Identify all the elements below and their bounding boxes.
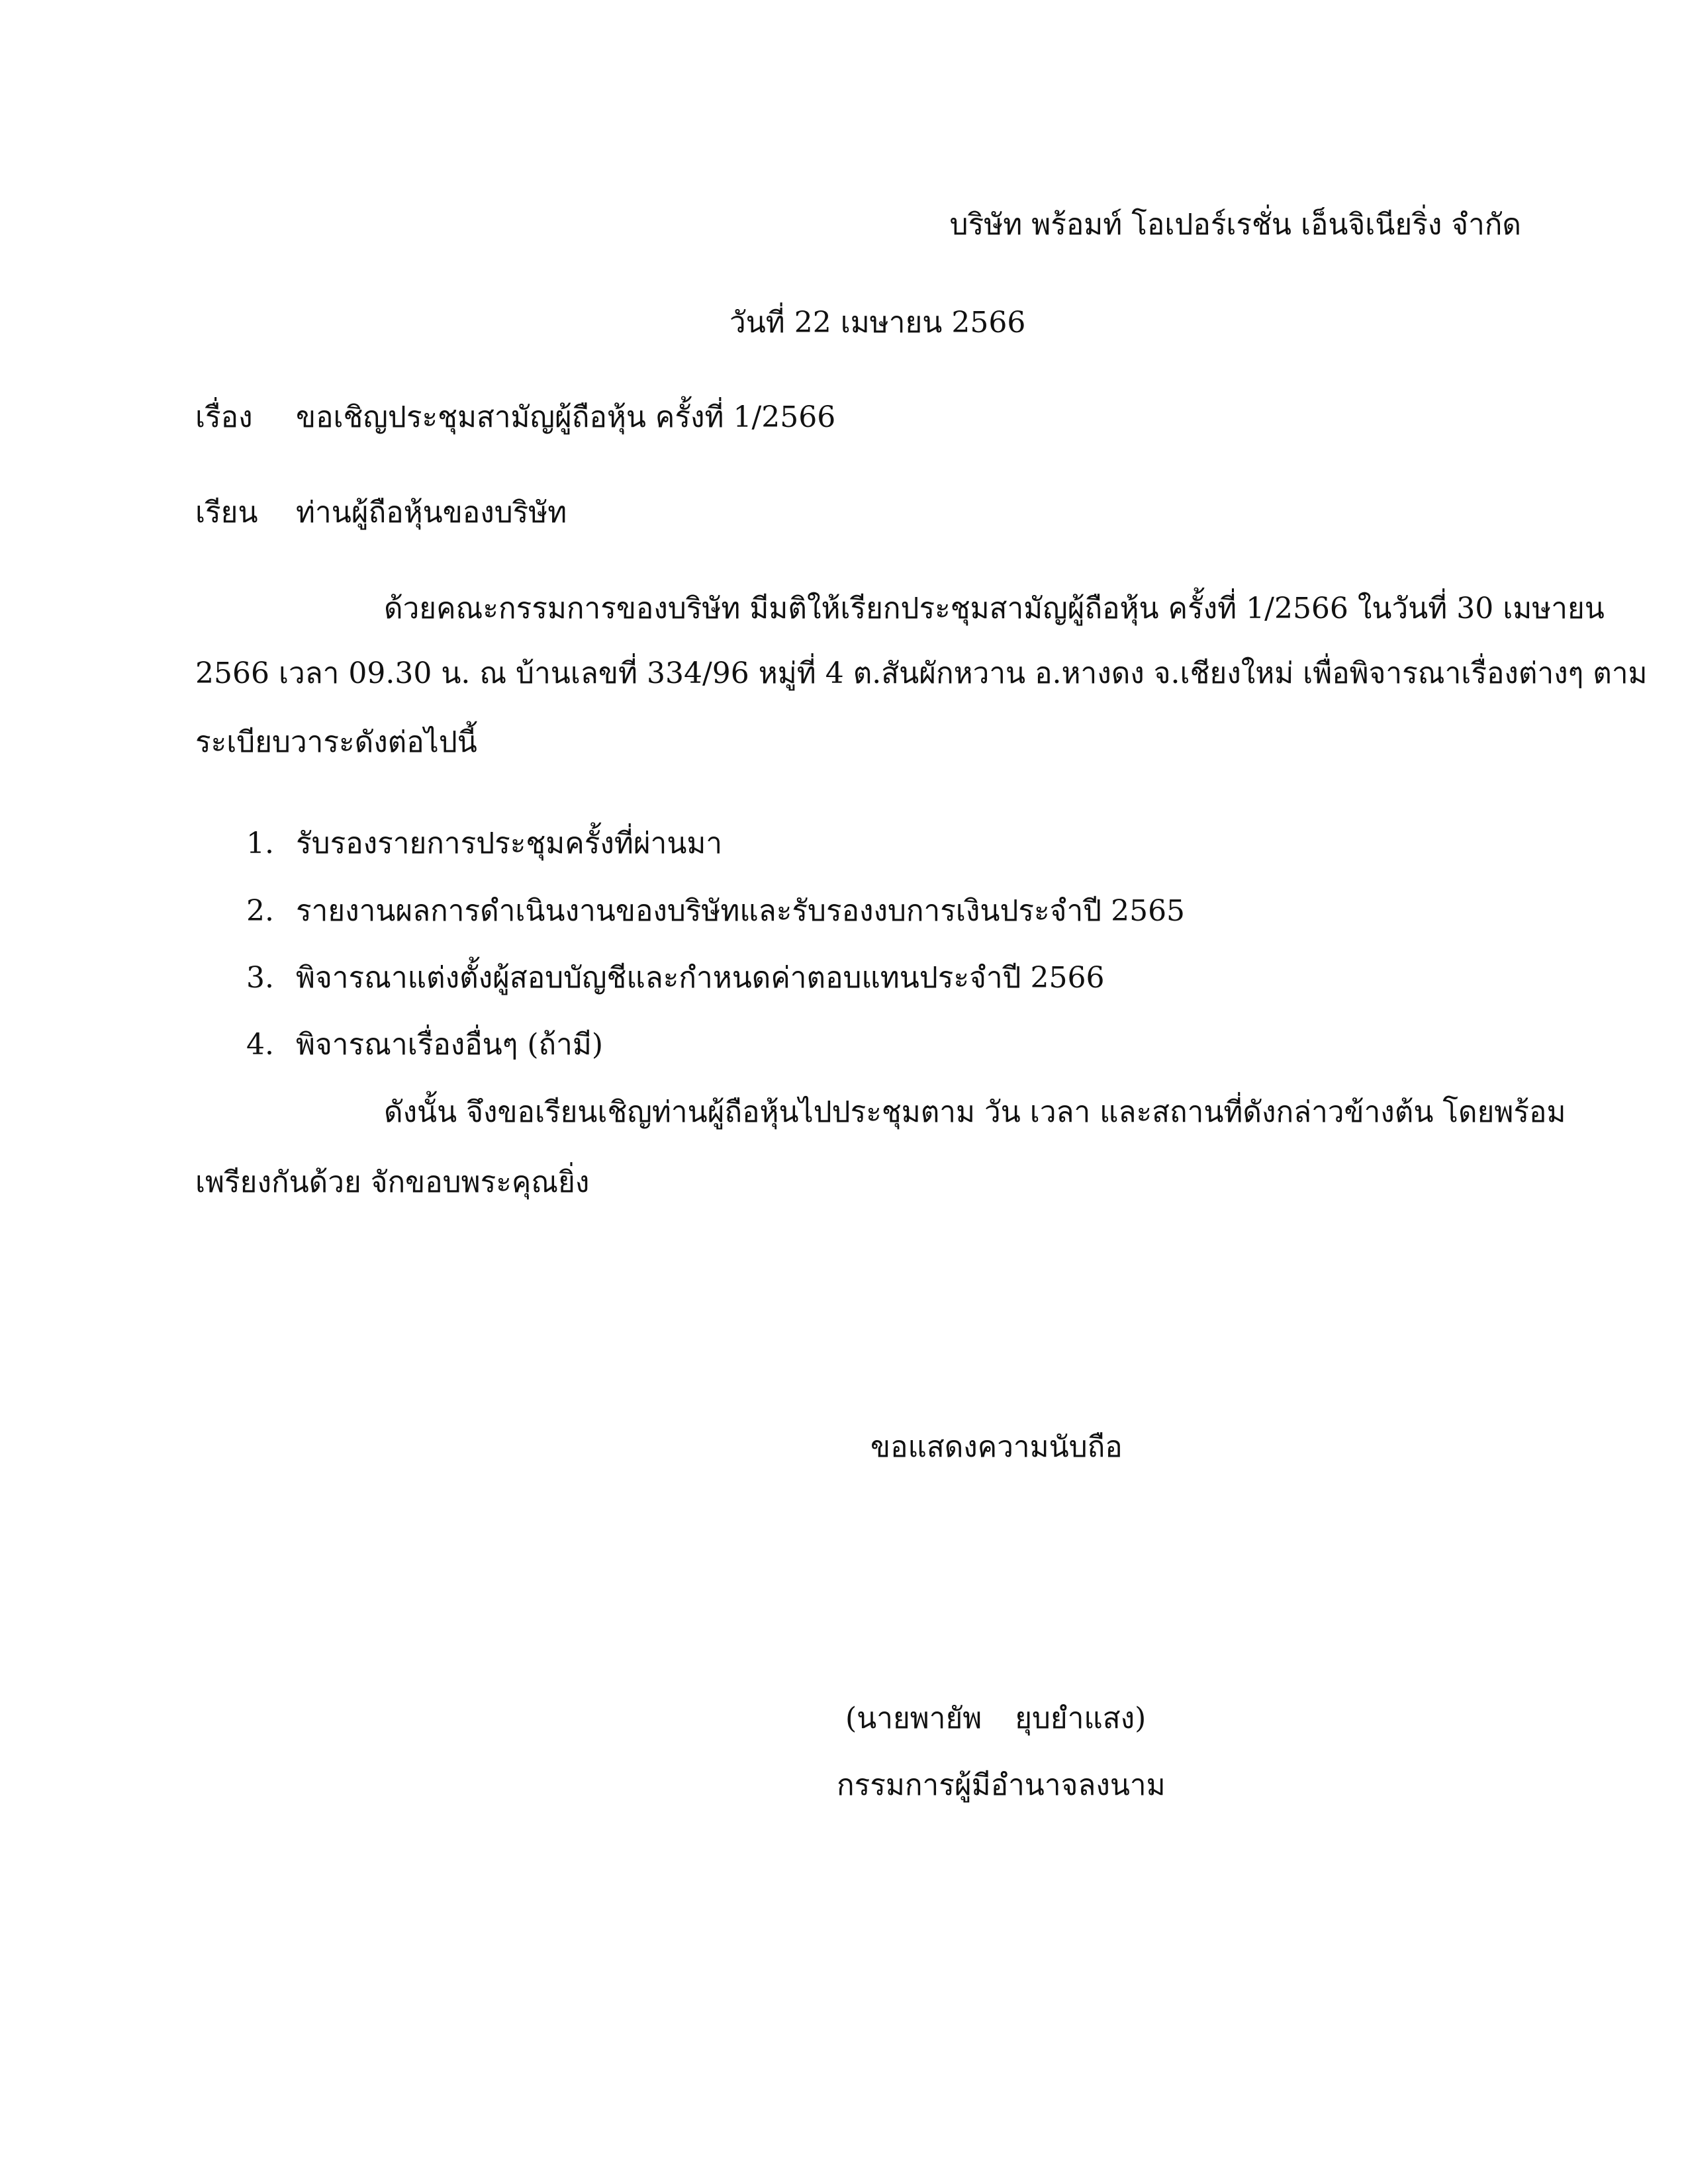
company-name: บริษัท พร้อมท์ โอเปอร์เรชั่น เอ็นจิเนียริ่ง จำกัด bbox=[949, 208, 1521, 242]
signer-position: กรรมการผู้มีอำนาจลงนาม bbox=[837, 1768, 1166, 1802]
agenda-number: 1. bbox=[246, 827, 274, 860]
intro-line-2: 2566 เวลา 09.30 น. ณ บ้านเลขที่ 334/96 หมู่ที่ 4 ต.สันผักหวาน อ.หางดง จ.เชียงใหม่ เพื่อพิจารณาเรื่องต่างๆ ตาม bbox=[195, 657, 1648, 690]
agenda-item: รายงานผลการดำเนินงานของบริษัทและรับรองงบการเงินประจำปี 2565 bbox=[296, 894, 1186, 928]
agenda-item: พิจารณาแต่งตั้งผู้สอบบัญชีและกำหนดค่าตอบแทนประจำปี 2566 bbox=[296, 961, 1105, 995]
intro-line-1: ด้วยคณะกรรมการของบริษัท มีมติให้เรียกประชุมสามัญผู้ถือหุ้น ครั้งที่ 1/2566 ในวันที่ 30 เมษายน bbox=[384, 592, 1605, 625]
signer-name: (นายพายัพ ยุบยำแสง) bbox=[845, 1702, 1147, 1735]
subject-text: ขอเชิญประชุมสามัญผู้ถือหุ้น ครั้งที่ 1/2566 bbox=[296, 400, 836, 434]
subject-label: เรื่อง bbox=[195, 400, 253, 434]
recipient-text: ท่านผู้ถือหุ้นของบริษัท bbox=[296, 496, 567, 529]
agenda-item: รับรองรายการประชุมครั้งที่ผ่านมา bbox=[296, 827, 723, 860]
closing-line-1: ดังนั้น จึงขอเรียนเชิญท่านผู้ถือหุ้นไปประชุมตาม วัน เวลา และสถานที่ดังกล่าวข้างต้น โดยพร้อม bbox=[384, 1095, 1566, 1129]
recipient-label: เรียน bbox=[195, 496, 258, 529]
closing-salutation: ขอแสดงความนับถือ bbox=[870, 1430, 1123, 1464]
intro-line-3: ระเบียบวาระดังต่อไปนี้ bbox=[195, 725, 477, 759]
closing-line-2: เพรียงกันด้วย จักขอบพระคุณยิ่ง bbox=[195, 1165, 590, 1199]
agenda-number: 3. bbox=[246, 961, 274, 995]
agenda-item: พิจารณาเรื่องอื่นๆ (ถ้ามี) bbox=[296, 1028, 604, 1062]
agenda-number: 2. bbox=[246, 894, 274, 928]
agenda-number: 4. bbox=[246, 1028, 274, 1062]
letter-date: วันที่ 22 เมษายน 2566 bbox=[729, 306, 1026, 340]
